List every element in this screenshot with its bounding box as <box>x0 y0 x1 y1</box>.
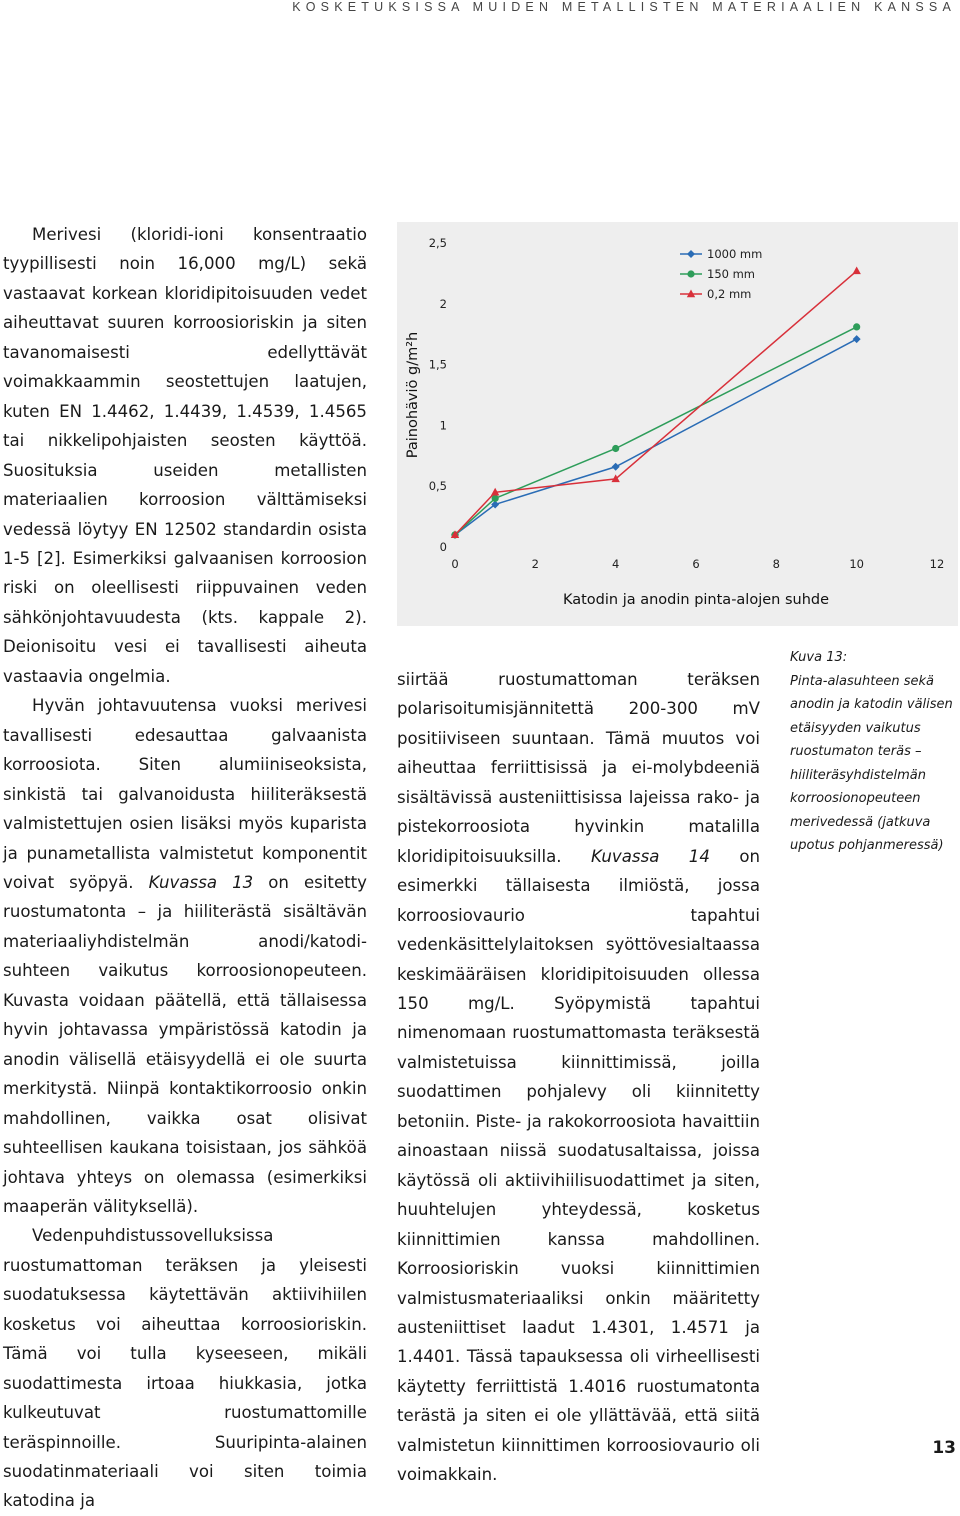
page-number: 13 <box>932 1438 956 1458</box>
line-chart <box>397 222 958 626</box>
paragraph: Merivesi (kloridi-ioni konsentraatio tyypillisesti noin 16,000 mg/L) sekä vastaavat korkean kloridipitoisuuden vedet aiheuttavat suuren korroosioriskin ja siten tavanomaisesti edellyttävät voimakkaammin seostettujen laatujen, kuten EN 1.4462, 1.4439, 1.4539, 1.4565 tai nikkelipohjaisten seosten käyttöä. Suosituksia useiden metallisten materiaalien korroosion välttämiseksi vedessä löytyy EN 12502 standardin osista 1-5 [2]. Esimerkiksi galvaanisen korroosion riski on oleellisesti riippuvainen veden sähkönjohtavuudesta (kts. kappale 2). Deionisoitu vesi ei tavallisesti aiheuta vastaavia ongelmia. <box>3 225 367 686</box>
x-tick-label: 8 <box>772 557 780 571</box>
legend-marker <box>687 270 694 277</box>
y-tick-label: 2 <box>439 296 447 311</box>
data-point <box>853 335 861 343</box>
x-axis-title: Katodin ja anodin pinta-alojen suhde <box>562 592 830 608</box>
data-point <box>852 266 860 274</box>
data-point <box>612 463 620 471</box>
x-tick-label: 0 <box>451 557 459 571</box>
paragraph <box>397 665 760 1490</box>
caption-title: Kuva 13: <box>790 650 848 665</box>
running-header: KOSKETUKSISSA MUIDEN METALLISTEN MATERIAALIEN KANSSA <box>292 0 956 14</box>
chart-panel <box>397 222 958 626</box>
y-tick-label: 1 <box>439 418 447 433</box>
y-axis-title: Painohäviö g/m²h <box>405 331 421 459</box>
left-column <box>3 220 367 1516</box>
caption-text: Pinta-alasuhteen sekä anodin ja katodin välisen etäisyyden vaikutus ruostumaton teräs – hiiliteräsyhdistelmän korroosionopeuteen merivedessä (jatkuva upotus pohjanmeressä) <box>790 673 953 853</box>
series-line <box>455 327 857 535</box>
x-tick-label: 12 <box>929 557 945 571</box>
figure-caption <box>790 646 960 858</box>
paragraph-text: siirtää ruostumattoman teräksen polarisoitumisjännitettä 200-300 mV positiiviseen suuntaan. Tämä muutos voi aiheuttaa ferriittisissä ja ei-molybdeeniä sisältävissä austeniittisissa lajeissa rako- ja pistekorroosiota hyvinkin matalilla kloridipitoisuuksilla. <box>397 670 760 866</box>
paragraph-text: on esitetty ruostumatonta – ja hiiliterästä sisältävän materiaaliyhdistelmän anodi/katodi-suhteen vaikutus korroosionopeuteen. Kuvasta voidaan päätellä, että tällaisessa hyvin johtavassa ympäristössä katodin ja anodin välisellä etäisyydellä ei ole suurta merkitystä. Niinpä kontaktikorroosio onkin mahdollinen, vaikka osat olisivat suhteellisen kaukana toisistaan, jos sähköä johtava yhteys on olemassa (esimerkiksi maaperän välityksellä). <box>3 872 367 1216</box>
legend-label: 1000 mm <box>707 247 763 261</box>
paragraph-text: on esimerkki tällaisesta ilmiöstä, jossa korroosiovaurio tapahtui vedenkäsittelylaitoksen syöttövesialtaassa keskimääräisen kloridipitoisuuden ollessa 150 mg/L. Syöpymistä tapahtui nimenomaan ruostumattomasta teräksestä valmistetuissa kiinnittimissä, joilla suodattimen pohjalevy oli kiinnitetty betoniin. Piste- ja rakokorroosiota havaittiin ainoastaan niissä suodatusaltaissa, joissa käytössä oli aktiivihiilisuodattimet ja siten, huuhtelujen yhteydessä, kosketus kiinnittimien kanssa mahdollinen. Korroosioriskin vuoksi kiinnittimien valmistusmateriaaliksi onkin määritetty austeniittiset laadut 1.4301, 1.4571 ja 1.4401. Tässä tapauksessa oli virheellisesti käytetty ferriittistä 1.4016 ruostumatonta terästä ja siten ei ole yllättävää, että siitä valmistetun kiinnittimen korroosiovaurio oli voimakkain. <box>397 846 760 1485</box>
legend-marker <box>687 250 695 258</box>
paragraph: Vedenpuhdistussovelluksissa ruostumattoman teräksen ja yleisesti suodatuksessa käytettävän aktiivihiilen kosketus voi aiheuttaa korroosioriskin. Tämä voi tulla kyseeseen, mikäli suodattimesta irtoaa hiukkasia, jotka kulkeutuvat ruostumattomille teräspinnoille. Suuripinta-alainen suodatinmateriaali voi siten toimia katodina ja <box>3 1226 367 1511</box>
x-tick-label: 4 <box>612 557 620 571</box>
legend-label: 150 mm <box>707 267 756 281</box>
data-point <box>612 445 619 452</box>
y-tick-label: 2,5 <box>428 236 447 250</box>
x-tick-label: 6 <box>692 557 700 571</box>
right-column <box>397 665 760 1490</box>
paragraph-text: Hyvän johtavuutensa vuoksi merivesi tavallisesti edesauttaa galvaanista korroosiota. Siten alumiiniseoksista, sinkistä tai galvanoidusta hiiliteräksestä valmistettujen osien lisäksi myös kuparista ja punametallista valmistetut komponentit voivat syöpyä. <box>3 696 367 892</box>
y-tick-label: 0 <box>439 540 447 554</box>
legend-label: 0,2 mm <box>707 287 752 301</box>
x-tick-label: 2 <box>531 557 539 571</box>
y-tick-label: 1,5 <box>428 357 447 372</box>
series-line <box>455 339 857 535</box>
figure-reference: Kuvassa 13 <box>148 872 254 892</box>
y-tick-label: 0,5 <box>428 479 447 494</box>
series-line <box>455 271 857 535</box>
x-tick-label: 10 <box>849 557 864 571</box>
figure-reference: Kuvassa 14 <box>590 846 710 866</box>
data-point <box>853 323 860 330</box>
paragraph <box>3 691 367 1221</box>
